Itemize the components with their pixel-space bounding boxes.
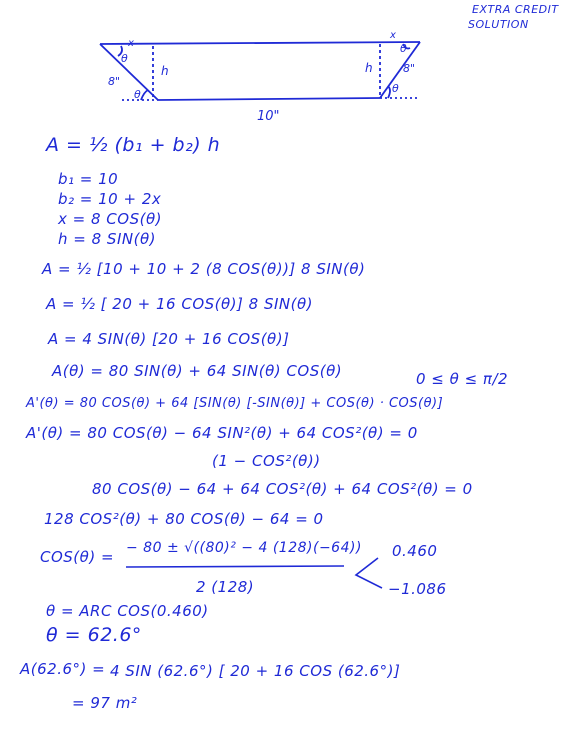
x-line: x = 8 COS(θ) bbox=[58, 210, 162, 228]
final-answer: = 97 m² bbox=[72, 694, 138, 712]
derivative-line-1: A'(θ) = 80 COS(θ) + 64 [SIN(θ) [-SIN(θ)] + COS(θ) · COS(θ)] bbox=[26, 396, 444, 411]
theta-label-bl: θ bbox=[134, 88, 141, 101]
theta-label-br: θ bbox=[392, 82, 399, 95]
theta-label-tl: θ bbox=[121, 52, 128, 65]
quadratic-numerator: − 80 ± √((80)² − 4 (128)(−64)) bbox=[126, 540, 362, 556]
theta-label-tr: θ bbox=[400, 42, 407, 55]
h-label-right: h bbox=[365, 61, 373, 75]
substitution-line-2: A = ½ [ 20 + 16 COS(θ)] 8 SIN(θ) bbox=[46, 295, 314, 313]
header-solution: SOLUTION bbox=[468, 18, 529, 31]
b1-line: b₁ = 10 bbox=[58, 170, 119, 188]
area-formula: A = ½ (b₁ + b₂) h bbox=[46, 134, 221, 156]
quadratic-denominator: 2 (128) bbox=[196, 578, 255, 596]
base-label: 10" bbox=[257, 109, 280, 124]
h-label-left: h bbox=[161, 64, 169, 78]
substitution-line-3: A = 4 SIN(θ) [20 + 16 COS(θ)] bbox=[48, 330, 290, 348]
header-extra-credit: EXTRA CREDIT bbox=[472, 3, 559, 16]
root-negative: −1.086 bbox=[388, 580, 447, 598]
b2-line: b₂ = 10 + 2x bbox=[58, 190, 162, 208]
domain-constraint: 0 ≤ θ ≤ π/2 bbox=[416, 370, 509, 388]
area-function-line: A(θ) = 80 SIN(θ) + 64 SIN(θ) COS(θ) bbox=[52, 362, 343, 380]
quadratic-equation: 128 COS²(θ) + 80 COS(θ) − 64 = 0 bbox=[44, 510, 324, 528]
cos-theta-label: COS(θ) = bbox=[40, 548, 115, 566]
x-label-top-left: x bbox=[128, 38, 134, 49]
expanded-equation: 80 COS(θ) − 64 + 64 COS²(θ) + 64 COS²(θ) = 0 bbox=[92, 480, 473, 498]
split-arrow bbox=[356, 558, 382, 588]
final-area-expression: 4 SIN (62.6°) [ 20 + 16 COS (62.6°)] bbox=[110, 662, 401, 680]
h-line: h = 8 SIN(θ) bbox=[58, 230, 156, 248]
derivative-line-2: A'(θ) = 80 COS(θ) − 64 SIN²(θ) + 64 COS²(θ) = 0 bbox=[26, 424, 418, 442]
substitution-line-1: A = ½ [10 + 10 + 2 (8 COS(θ))] 8 SIN(θ) bbox=[42, 260, 366, 278]
final-area-label: A(62.6°) = bbox=[20, 660, 106, 678]
x-label-top-right: x bbox=[390, 30, 396, 41]
fraction-bar bbox=[126, 566, 344, 567]
side-label-left: 8" bbox=[108, 75, 121, 88]
side-label-right: 8" bbox=[403, 62, 416, 75]
identity-note: (1 − COS²(θ)) bbox=[212, 452, 321, 470]
root-positive: 0.460 bbox=[392, 542, 438, 560]
theta-value-line: θ = 62.6° bbox=[46, 624, 142, 646]
theta-arccos-line: θ = ARC COS(0.460) bbox=[46, 602, 209, 620]
